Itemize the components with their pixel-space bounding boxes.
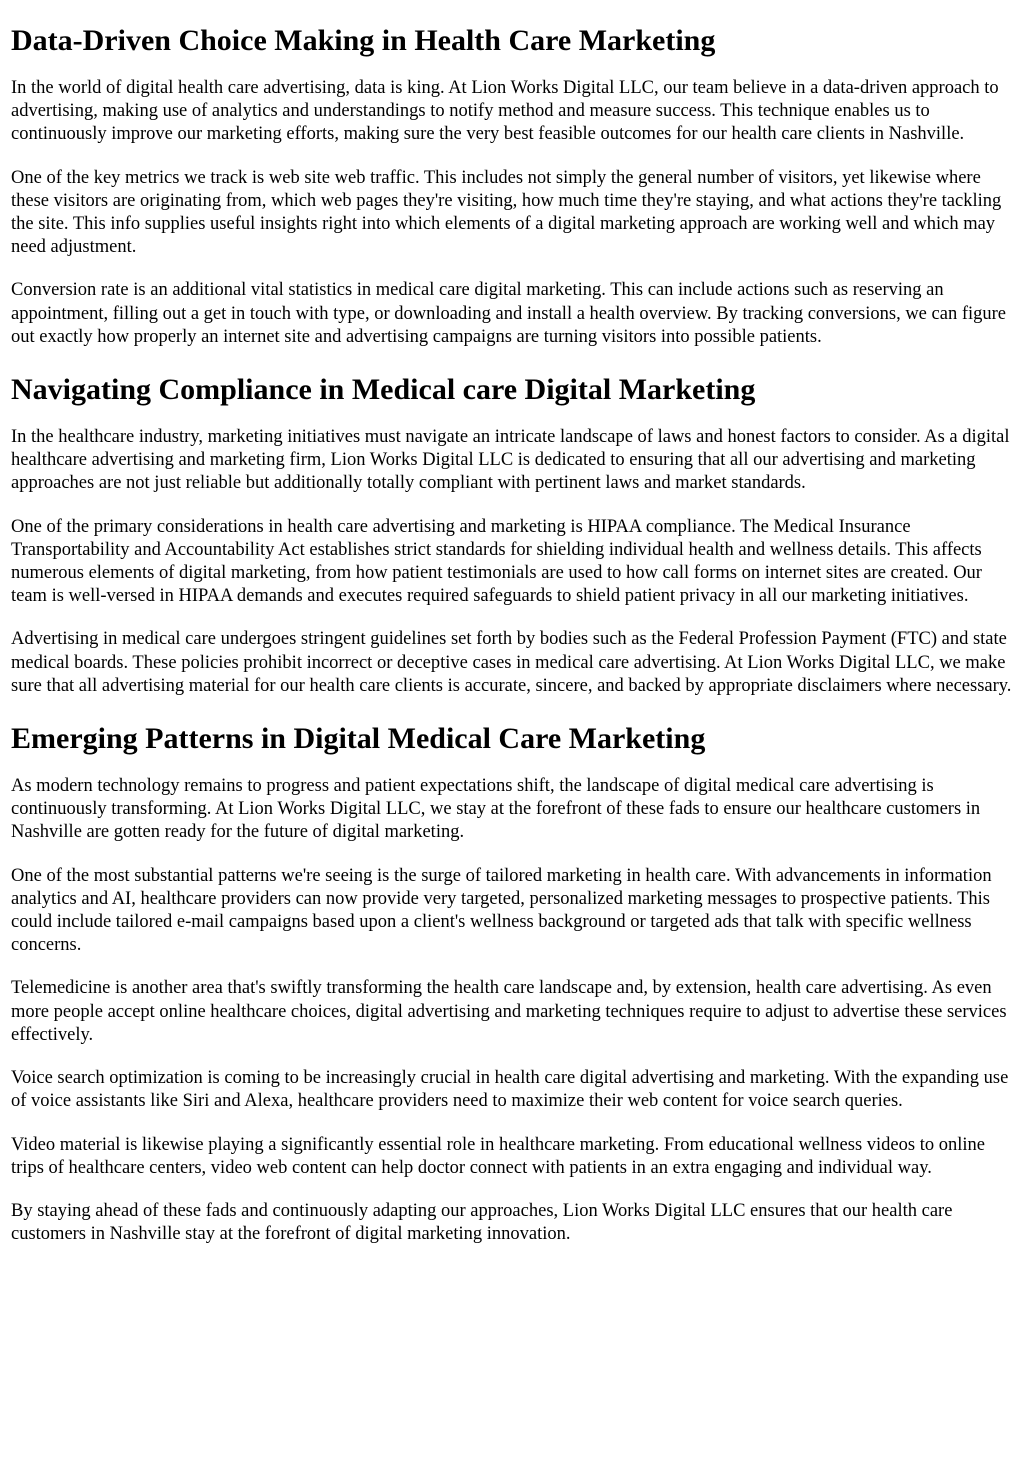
paragraph: Voice search optimization is coming to be increasingly crucial in health care digital advertising and marketing. With the expanding use of voice assistants like Siri and Alexa, healthcare providers need to maximize their web content for voice search queries. [11, 1068, 1009, 1112]
paragraph: One of the key metrics we track is web site web traffic. This includes not simply the general number of visitors, yet likewise where these visitors are originating from, which web pages they're visiting, how much time they're staying, and what actions they're tackling the site. This info supplies useful insights right into which elements of a digital marketing approach are working well and which may need adjustment. [11, 167, 1002, 258]
section-heading: Data-Driven Choice Making in Health Care Marketing [11, 24, 716, 57]
section-heading: Navigating Compliance in Medical care Digital Marketing [11, 373, 756, 407]
paragraph: One of the primary considerations in health care advertising and marketing is HIPAA compliance. The Medical Insurance Transportability and Accountability Act establishes strict standards for shielding individual health and wellness details. This affects numerous elements of digital marketing, from how patient testimonials are used to how call forms on internet sites are created. Our team is well-versed in HIPAA demands and executes required safeguards to shield patient privacy in all our marketing initiatives. [11, 516, 982, 607]
section-data-driven [11, 23, 1014, 349]
paragraph: As modern technology remains to progress and patient expectations shift, the landscape of digital medical care advertising is continuously transforming. At Lion Works Digital LLC, we stay at the forefront of these fads to ensure our healthcare customers in Nashville are gotten ready for the future of digital marketing. [11, 776, 981, 843]
paragraph: One of the most substantial patterns we're seeing is the surge of tailored marketing in health care. With advancements in information analytics and AI, healthcare providers can now provide very targeted, personalized marketing messages to prospective patients. This could include tailored e-mail campaigns based upon a client's wellness background or targeted ads that talk with specific wellness concerns. [11, 865, 992, 956]
paragraph: Telemedicine is another area that's swiftly transforming the health care landscape and, by extension, health care advertising. As even more people accept online healthcare choices, digital advertising and marketing techniques require to adjust to advertise these services effectively. [11, 978, 1007, 1045]
section-emerging-patterns [11, 721, 1014, 1246]
section-heading: Emerging Patterns in Digital Medical Care Marketing [11, 722, 706, 756]
paragraph: Conversion rate is an additional vital statistics in medical care digital marketing. This can include actions such as reserving an appointment, filling out a get in touch with type, or downloading and install a health overview. By tracking conversions, we can figure out exactly how properly an internet site and advertising campaigns are turning visitors into possible patients. [11, 280, 1006, 347]
paragraph: In the healthcare industry, marketing initiatives must navigate an intricate landscape of laws and honest factors to consider. As a digital healthcare advertising and marketing firm, Lion Works Digital LLC is dedicated to ensuring that all our advertising and marketing approaches are not just reliable but additionally totally compliant with pertinent laws and market standards. [11, 427, 1010, 494]
paragraph: Video material is likewise playing a significantly essential role in healthcare marketing. From educational wellness videos to online trips of healthcare centers, video web content can help doctor connect with patients in an extra engaging and individual way. [11, 1134, 985, 1178]
section-compliance [11, 372, 1014, 698]
paragraph: By staying ahead of these fads and continuously adapting our approaches, Lion Works Digital LLC ensures that our health care customers in Nashville stay at the forefront of digital marketing innovation. [11, 1200, 953, 1245]
paragraph: In the world of digital health care advertising, data is king. At Lion Works Digital LLC, our team believe in a data-driven approach to advertising, making use of analytics and understandings to notify method and measure success. This technique enables us to continuously improve our marketing efforts, making sure the very best feasible outcomes for our health care clients in Nashville. [11, 78, 999, 145]
paragraph: Advertising in medical care undergoes stringent guidelines set forth by bodies such as the Federal Profession Payment (FTC) and state medical boards. These policies prohibit incorrect or deceptive cases in medical care advertising. At Lion Works Digital LLC, we make sure that all advertising material for our health care clients is accurate, sincere, and backed by appropriate disclaimers where necessary. [11, 629, 1012, 696]
